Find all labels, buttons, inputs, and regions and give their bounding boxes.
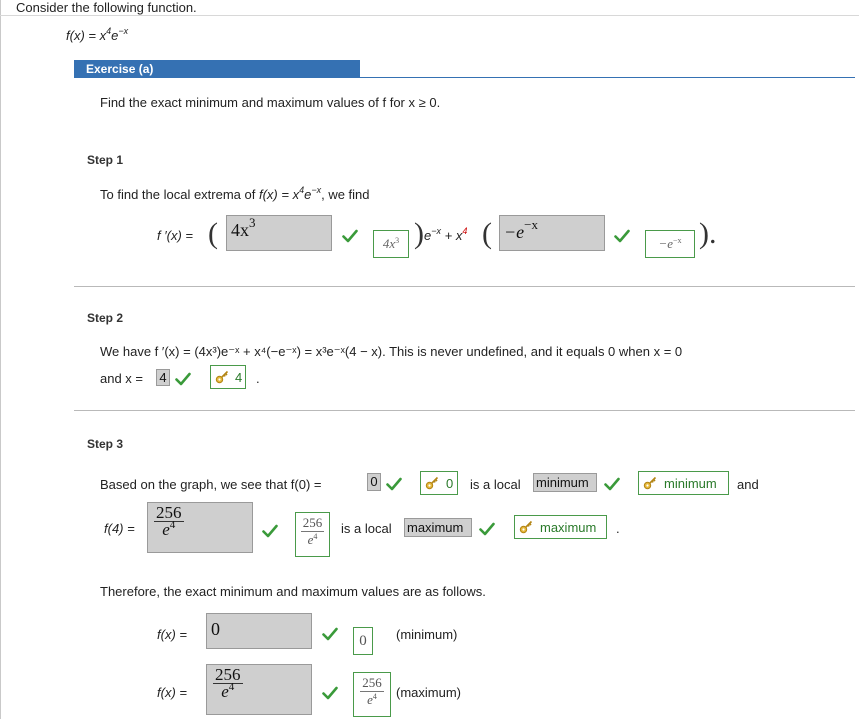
left-frame-border xyxy=(0,0,1,719)
min-max-select-1[interactable]: minimum xyxy=(533,473,597,492)
answer-key-x-value: 4 xyxy=(235,370,243,385)
answer-key-min xyxy=(638,471,729,495)
check-icon xyxy=(175,372,191,386)
check-icon xyxy=(479,522,495,536)
open-paren: ( xyxy=(208,217,218,250)
step3-title: Step 3 xyxy=(87,437,124,451)
is-local-text-2: is a local xyxy=(341,521,392,536)
divider xyxy=(74,286,855,287)
task-text: Find the exact minimum and maximum values of f for x ≥ 0. xyxy=(100,95,441,110)
divider xyxy=(74,410,855,411)
derivative-input-1[interactable]: $4x^3$ xyxy=(226,215,332,251)
therefore-text: Therefore, the exact minimum and maximum values are as follows. xyxy=(100,584,486,599)
and-text: and xyxy=(737,477,759,492)
min-max-select-2[interactable]: maximum xyxy=(404,518,472,537)
min-value-input[interactable]: 0 xyxy=(206,613,312,649)
close-paren-2: ). xyxy=(699,217,717,250)
step1-title: Step 1 xyxy=(87,153,124,167)
step2-line2: and x = xyxy=(100,371,144,386)
maximum-note: (maximum) xyxy=(396,685,461,700)
min-row-label: f(x) = xyxy=(157,627,187,642)
mid-expression: $e^{-x} + x^4$ xyxy=(424,226,468,243)
answer-key-1: $4x^3$ xyxy=(373,230,409,258)
check-icon xyxy=(322,627,338,641)
f0-input[interactable]: 0 xyxy=(367,473,381,491)
key-icon xyxy=(643,476,657,490)
check-icon xyxy=(322,686,338,700)
key-icon xyxy=(519,520,533,534)
check-icon xyxy=(342,229,358,243)
is-local-text: is a local xyxy=(470,477,521,492)
max-row-label: f(x) = xyxy=(157,685,187,700)
check-icon xyxy=(614,229,630,243)
answer-key-x xyxy=(210,365,246,389)
open-paren-2: ( xyxy=(482,217,492,250)
intro-text: Consider the following function. xyxy=(16,0,197,15)
answer-key-max-value: maximum xyxy=(540,520,597,535)
fprime-label: f ′(x) = xyxy=(157,228,194,243)
key-icon xyxy=(425,476,439,490)
check-icon xyxy=(604,477,620,491)
answer-key-2: $-e^{-x}$ xyxy=(645,230,695,258)
answer-key-max-value: $\frac{256}{e^4}$ xyxy=(353,672,391,717)
close-paren-1: ) xyxy=(414,217,424,250)
period: . xyxy=(616,521,620,536)
step3-line-a: Based on the graph, we see that f(0) = xyxy=(100,477,322,492)
f4-input[interactable]: $\frac{256}{e^4}$ xyxy=(147,502,253,553)
max-value-input[interactable]: $\frac{256}{e^4}$ xyxy=(206,664,312,715)
answer-key-f0 xyxy=(420,471,458,495)
answer-key-f0-value: 0 xyxy=(446,476,454,491)
period: . xyxy=(256,371,260,386)
exercise-header-line xyxy=(360,77,855,78)
step2-line1: We have f ′(x) = (4x³)e⁻ˣ + x⁴(−e⁻ˣ) = x³e⁻ˣ(4 − x). This is never undefined, and it equals 0 when x = 0 xyxy=(100,344,683,359)
key-icon xyxy=(215,370,229,384)
answer-key-min-value: 0 xyxy=(353,627,373,655)
answer-key-f4: $\frac{256}{e^4}$ xyxy=(295,512,330,557)
exercise-header: Exercise (a) xyxy=(74,60,360,78)
step2-title: Step 2 xyxy=(87,311,124,325)
answer-key-max xyxy=(514,515,607,539)
x-value-input[interactable]: 4 xyxy=(156,369,170,386)
check-icon xyxy=(262,524,278,538)
answer-key-min-value: minimum xyxy=(664,476,717,491)
function-display: $f(x) = x^4e^{-x}$ xyxy=(66,26,129,43)
f4-label: f(4) = xyxy=(104,521,135,536)
derivative-input-2[interactable]: $-e^{-x}$ xyxy=(499,215,605,251)
check-icon xyxy=(386,477,402,491)
minimum-note: (minimum) xyxy=(396,627,458,642)
step1-intro: To find the local extrema of $f(x) = x^4e^{-x}$, we find xyxy=(100,185,370,202)
top-frame-border xyxy=(0,15,859,16)
